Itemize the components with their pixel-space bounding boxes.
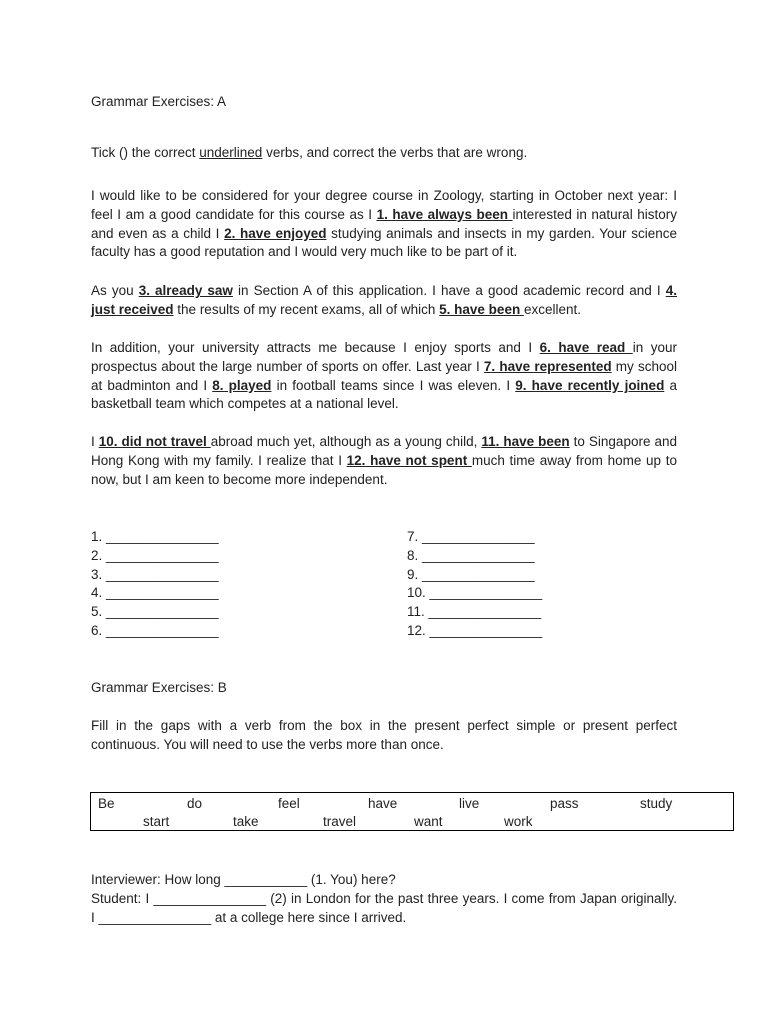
verb-want: want — [414, 814, 443, 829]
section-b-instruction: Fill in the gaps with a verb from the box in the present perfect simple or present perfect continuous. You will need to use the verbs more than once. — [91, 718, 677, 752]
underlined-verb: 10. did not travel — [98, 434, 211, 449]
verb-work: work — [504, 814, 533, 829]
paragraph-text: a basketball team which competes at a national level. — [91, 377, 677, 412]
paragraph-text: abroad much yet, although as a young child, — [210, 434, 482, 449]
paragraph-text: In addition, your university attracts me because I enjoy sports and I — [91, 340, 540, 355]
verb-travel: travel — [323, 814, 357, 829]
paragraph-3 — [91, 339, 677, 414]
answer-line-7[interactable]: 7. _______________ — [407, 529, 535, 544]
answer-line-2[interactable]: 2. _______________ — [91, 547, 219, 563]
underlined-verb: 8. played — [212, 377, 272, 393]
underlined-verb: 1. have always been — [376, 206, 513, 222]
underlined-verb: 3. already saw — [138, 283, 233, 298]
verb-box — [90, 792, 734, 831]
underlined-verb: 7. have represented — [483, 358, 612, 374]
paragraph-text: to Singapore and Hong Kong with my family. I realize that I — [91, 434, 677, 468]
verb-start: start — [143, 814, 170, 829]
answer-line-9[interactable]: 9. _______________ — [407, 566, 535, 582]
answer-line-8[interactable]: 8. _______________ — [407, 547, 535, 563]
answer-line-4[interactable]: 4. _______________ — [91, 585, 219, 601]
underlined-verb: 9. have recently joined — [515, 377, 665, 393]
dialogue-line-1: Interviewer: How long ___________ (1. You) here? — [91, 872, 396, 887]
underlined-verb: 2. have enjoyed — [224, 225, 327, 241]
verb-have: have — [368, 796, 398, 811]
answer-line-10[interactable]: 10. _______________ — [407, 585, 543, 601]
underlined-verb: 4. just received — [91, 283, 677, 317]
verb-study: study — [640, 796, 673, 811]
paragraph-text: in football teams since I was eleven. I — [271, 377, 516, 393]
instruction-text: Tick () the correct — [91, 145, 200, 160]
underlined-verb: 12. have not spent — [346, 452, 472, 468]
section-b-title: Grammar Exercises: B — [91, 680, 227, 695]
paragraph-text: excellent. — [523, 301, 581, 317]
paragraph-text: As you — [91, 283, 139, 298]
answers-right-column — [407, 528, 542, 641]
answer-line-1[interactable]: 1. _______________ — [91, 529, 219, 544]
paragraph-text: much time away from home up to now, but I am keen to become more independent. — [91, 452, 677, 487]
answer-line-12[interactable]: 12. _______________ — [407, 622, 543, 638]
paragraph-2 — [91, 282, 677, 320]
answers-left-column — [91, 528, 219, 641]
verb-live: live — [459, 796, 480, 811]
dialogue-line-2: Student: I _______________ (2) in London for the past three years. I come from Japan originally. I _______________ at a college here since I arrived. — [91, 891, 677, 925]
underlined-verb: 11. have been — [481, 434, 570, 449]
underlined-verb: 5. have been — [439, 301, 524, 317]
paragraph-text: interested in natural history and even as a child I — [91, 206, 677, 241]
answer-line-5[interactable]: 5. _______________ — [91, 604, 219, 620]
instruction-text-end: verbs, and correct the verbs that are wrong. — [262, 145, 528, 160]
verb-take: take — [233, 814, 259, 829]
answer-line-6[interactable]: 6. _______________ — [91, 622, 219, 638]
paragraph-text: I would like to be considered for your degree course in Zoology, starting in October next year: I feel I am a good candidate for this course as I — [91, 188, 677, 222]
paragraph-text: in Section A of this application. I have a good academic record and I — [232, 283, 666, 298]
paragraph-text: studying animals and insects in my garden. Your science faculty has a good reputation and I would very much like to be part of it. — [91, 225, 677, 260]
answer-line-11[interactable]: 11. _______________ — [407, 604, 542, 620]
answer-line-3[interactable]: 3. _______________ — [91, 566, 219, 582]
paragraph-text: my school at badminton and I — [91, 358, 677, 393]
verb-be: Be — [98, 796, 115, 811]
paragraph-4 — [91, 433, 677, 489]
paragraph-text: I — [91, 434, 99, 449]
verb-do: do — [187, 796, 203, 811]
paragraph-1 — [91, 187, 677, 262]
instruction-underlined: underlined — [199, 145, 263, 160]
section-a-instruction — [91, 144, 677, 163]
paragraph-text: in your prospectus about the large number of sports on offer. Last year I — [91, 340, 677, 374]
paragraph-text: the results of my recent exams, all of which — [173, 301, 440, 317]
section-a-title: Grammar Exercises: A — [91, 94, 227, 109]
verb-feel: feel — [278, 796, 300, 811]
verb-pass: pass — [550, 796, 579, 811]
underlined-verb: 6. have read — [539, 340, 633, 355]
